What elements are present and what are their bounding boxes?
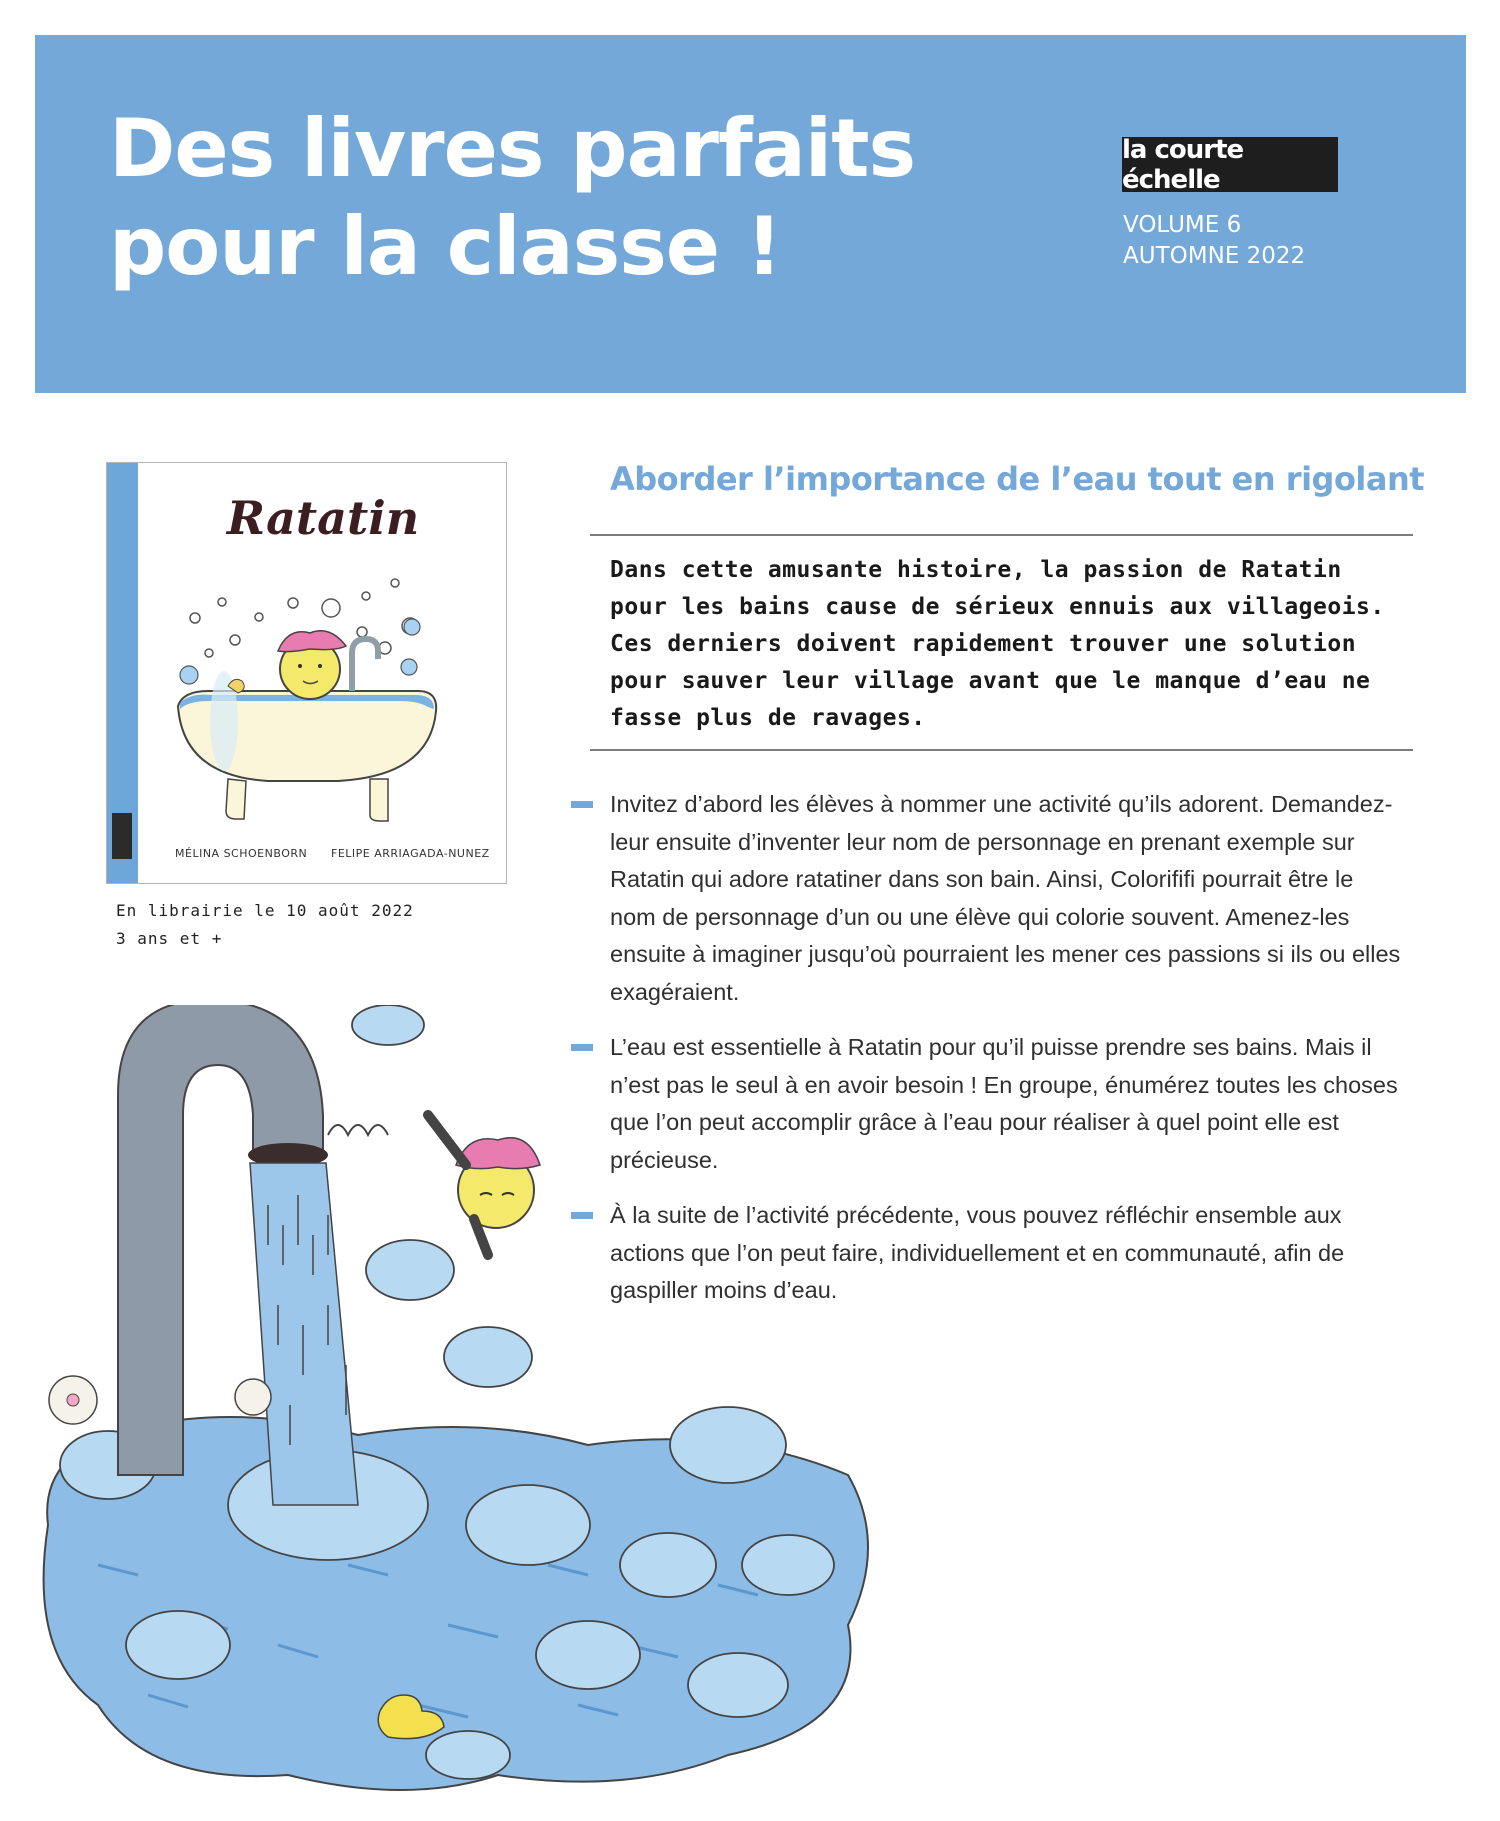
- divider-bottom: [590, 749, 1413, 751]
- activity-text: Invitez d’abord les élèves à nommer une activité qu’ils adorent. Demandez-leur ensuite d’inventer leur nom de personnage en prenant exemple sur Ratatin qui adore ratatiner dans son bain. Ainsi, Colorififi pourrait être le nom de personnage d’un ou une élève qui colorie souvent. Amenez-les ensuite à imaginer jusqu’où pourraient les mener ces passions si ils ou elles exagéraient.: [610, 791, 1401, 1005]
- book-cover: [106, 462, 507, 884]
- issue-info: [1123, 210, 1305, 272]
- age-range: 3 ans et +: [116, 929, 223, 948]
- activity-item: [571, 786, 1401, 1011]
- cover-author: MÉLINA SCHOENBORN: [175, 847, 308, 860]
- release-info: [116, 897, 414, 953]
- spine-publisher-mark: [112, 813, 132, 859]
- activity-text: À la suite de l’activité précédente, vous pouvez réfléchir ensemble aux actions que l’on peut faire, individuellement et en communauté, afin de gaspiller moins d’eau.: [610, 1202, 1345, 1303]
- season-label: AUTOMNE 2022: [1123, 243, 1306, 269]
- book-summary: Dans cette amusante histoire, la passion de Ratatin pour les bains cause de sérieux ennuis aux villageois. Ces derniers doivent rapidement trouver une solution pour sauver leur village avant que le manque d’eau ne fasse plus de ravages.: [610, 557, 1385, 731]
- page-title-line-2: pour la classe !: [109, 200, 782, 293]
- cover-title: Ratatin: [226, 491, 420, 545]
- release-date: En librairie le 10 août 2022: [116, 901, 414, 920]
- section-heading: Aborder l’importance de l’eau tout en rigolant: [610, 460, 1425, 498]
- divider-top: [590, 534, 1413, 536]
- page-title-line-1: Des livres parfaits: [109, 102, 916, 195]
- faucet-water-illustration: [28, 1005, 878, 1805]
- cover-illustrator: FELIPE ARRIAGADA-NUNEZ: [331, 847, 490, 860]
- bathtub-illustration: [138, 541, 508, 841]
- bullet-dash-icon: [571, 801, 593, 808]
- volume-label: VOLUME 6: [1123, 212, 1242, 238]
- publisher-logo: la courte échelle: [1122, 137, 1338, 192]
- cover-spine: [107, 463, 138, 883]
- page-title: [109, 100, 1009, 296]
- activity-text: L’eau est essentielle à Ratatin pour qu’il puisse prendre ses bains. Mais il n’est pas le seul à en avoir besoin ! En groupe, énumérez toutes les choses que l’on peut accomplir grâce à l’eau pour réaliser à quel point elle est précieuse.: [610, 1034, 1398, 1173]
